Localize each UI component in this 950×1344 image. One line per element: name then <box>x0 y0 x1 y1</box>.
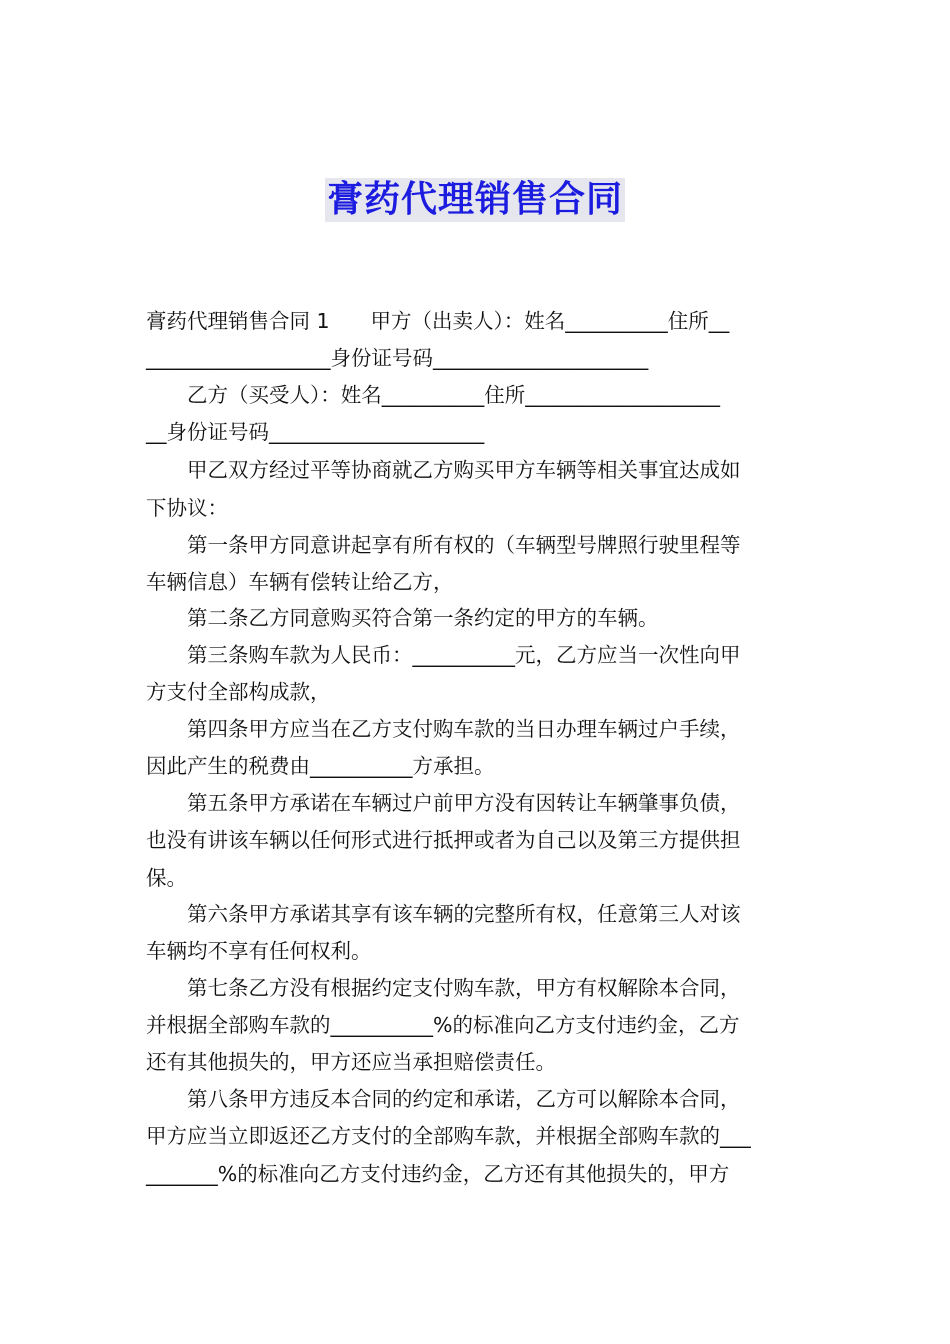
body-line: 甲方应当立即返还乙方支付的全部购车款，并根据全部购车款的___ <box>146 1124 751 1148</box>
body-line: 因此产生的税费由__________方承担。 <box>146 754 495 778</box>
body-line: 还有其他损失的，甲方还应当承担赔偿责任。 <box>146 1050 556 1074</box>
body-line: 第八条甲方违反本合同的约定和承诺，乙方可以解除本合同， <box>146 1087 741 1111</box>
body-line: 第三条购车款为人民币：__________元，乙方应当一次性向甲 <box>146 643 741 667</box>
body-line: 车辆信息）车辆有偿转让给乙方， <box>146 570 454 594</box>
body-line: __________________身份证号码_____________________ <box>146 346 649 370</box>
body-line: 车辆均不享有任何权利。 <box>146 939 372 963</box>
body-line: 第一条甲方同意讲起享有所有权的（车辆型号牌照行驶里程等 <box>146 533 741 557</box>
body-line: 方支付全部构成款， <box>146 680 331 704</box>
body-line: 膏药代理销售合同 1 甲方（出卖人）：姓名__________住所__ <box>146 309 730 333</box>
body-line: 甲乙双方经过平等协商就乙方购买甲方车辆等相关事宜达成如 <box>146 458 741 482</box>
body-line: 第七条乙方没有根据约定支付购车款，甲方有权解除本合同， <box>146 976 741 1000</box>
body-line: 也没有讲该车辆以任何形式进行抵押或者为自己以及第三方提供担 <box>146 828 741 852</box>
body-line: 保。 <box>146 866 187 890</box>
body-line: 第六条甲方承诺其享有该车辆的完整所有权，任意第三人对该 <box>146 902 741 926</box>
body-line: 乙方（买受人）：姓名__________住所___________________ <box>146 383 720 407</box>
body-line: 第二条乙方同意购买符合第一条约定的甲方的车辆。 <box>146 606 659 630</box>
body-line: 第五条甲方承诺在车辆过户前甲方没有因转让车辆肇事负债， <box>146 791 741 815</box>
body-line: __身份证号码_____________________ <box>146 420 485 444</box>
body-line: 并根据全部购车款的__________%的标准向乙方支付违约金，乙方 <box>146 1013 740 1037</box>
body-line: 第四条甲方应当在乙方支付购车款的当日办理车辆过户手续， <box>146 717 741 741</box>
title-container <box>0 178 950 222</box>
body-line: _______%的标准向乙方支付违约金，乙方还有其他损失的，甲方 <box>146 1162 730 1186</box>
body-line: 下协议： <box>146 496 228 520</box>
document-title: 膏药代理销售合同 <box>326 179 623 220</box>
